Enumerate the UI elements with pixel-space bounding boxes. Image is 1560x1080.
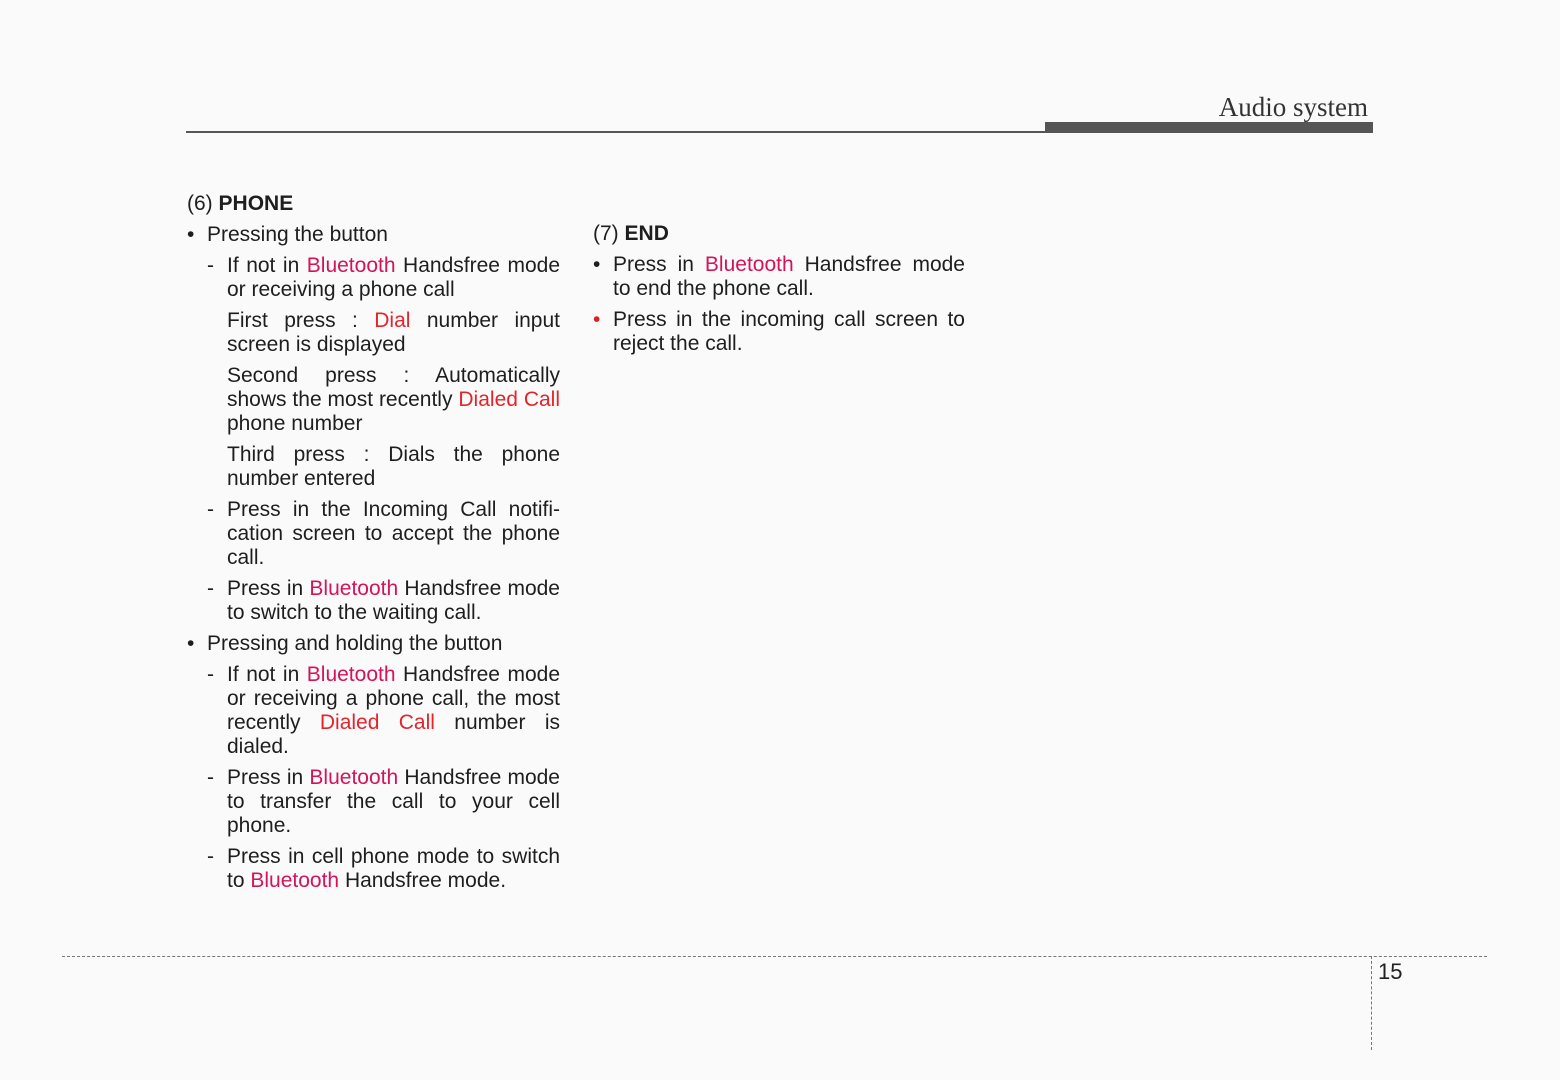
list-item: [593, 308, 965, 356]
list-item: [593, 253, 965, 301]
item-text: Press in: [227, 577, 310, 600]
highlight-term: Dialed Call: [319, 711, 435, 734]
item-text: Press in cell phone mode to switch to: [227, 845, 560, 892]
item-text: Handsfree mode or receiving a phone call: [227, 254, 560, 301]
item-text: Handsfree mode.: [339, 869, 507, 892]
dash-marker: -: [207, 766, 214, 789]
highlight-term: Dial: [374, 309, 411, 332]
item-text: Pressing and holding the button: [207, 632, 503, 655]
dash-marker: -: [207, 845, 214, 868]
section-title: Audio system: [1218, 92, 1368, 122]
dash-marker: -: [207, 577, 214, 600]
list-item: [187, 223, 560, 247]
item-text: Handsfree mode to end the phone call.: [613, 253, 965, 300]
list-item: [187, 498, 560, 570]
end-heading: [593, 222, 965, 246]
list-item: [187, 766, 560, 838]
item-text: If not in: [227, 254, 307, 277]
dash-marker: -: [207, 498, 214, 521]
end-heading-number: (7): [593, 222, 619, 245]
item-text: Handsfree mode to transfer the call to your cell phone.: [227, 766, 560, 837]
dash-marker: -: [207, 663, 214, 686]
phone-heading-number: (6): [187, 192, 213, 215]
highlight-term: Bluetooth: [704, 253, 794, 276]
highlight-term: Bluetooth: [309, 766, 399, 789]
highlight-term: Bluetooth: [309, 577, 399, 600]
item-text: First press :: [227, 309, 375, 332]
phone-column: [187, 192, 560, 900]
item-text: Press in: [227, 766, 310, 789]
dash-marker: -: [207, 254, 214, 277]
item-text: Second press : Automatically shows the most recently: [227, 364, 560, 411]
list-item: [187, 632, 560, 656]
item-text: Pressing the button: [207, 223, 388, 246]
highlight-term: Bluetooth: [306, 254, 396, 277]
bullet-marker: •: [187, 632, 195, 655]
header-bar: [1045, 122, 1373, 133]
highlight-term: Bluetooth: [306, 663, 396, 686]
highlight-term: Dialed Call: [458, 388, 561, 411]
item-text: If not in: [227, 663, 307, 686]
item-text: Handsfree mode to switch to the waiting call.: [227, 577, 560, 624]
bullet-marker: •: [187, 223, 195, 246]
list-item: [187, 254, 560, 302]
page-number: 15: [1378, 959, 1403, 984]
list-item: [187, 845, 560, 893]
phone-heading-title: PHONE: [218, 192, 294, 215]
list-item: [187, 443, 560, 491]
item-text: phone number: [227, 412, 363, 435]
phone-heading: [187, 192, 560, 216]
item-text: Press in: [613, 253, 705, 276]
bullet-marker: •: [593, 308, 601, 331]
header-rule: [186, 131, 1046, 133]
item-text: Handsfree mode or receiving a phone call, the most recently: [227, 663, 560, 734]
item-text: Press in the Incoming Call notifi-cation screen to accept the phone call.: [227, 498, 560, 569]
item-text: number is dialed.: [227, 711, 560, 758]
item-text: Press in the incoming call screen to reject the call.: [613, 308, 965, 355]
bullet-marker: •: [593, 253, 601, 276]
end-heading-title: END: [624, 222, 669, 245]
footer-divider: [1371, 956, 1372, 1050]
list-item: [187, 364, 560, 436]
footer-rule: [62, 956, 1487, 957]
list-item: [187, 663, 560, 759]
item-text: number input screen is displayed: [227, 309, 560, 356]
highlight-term: Bluetooth: [250, 869, 340, 892]
list-item: [187, 309, 560, 357]
list-item: [187, 577, 560, 625]
item-text: Third press : Dials the phone number entered: [227, 443, 560, 490]
end-column: [593, 222, 965, 363]
